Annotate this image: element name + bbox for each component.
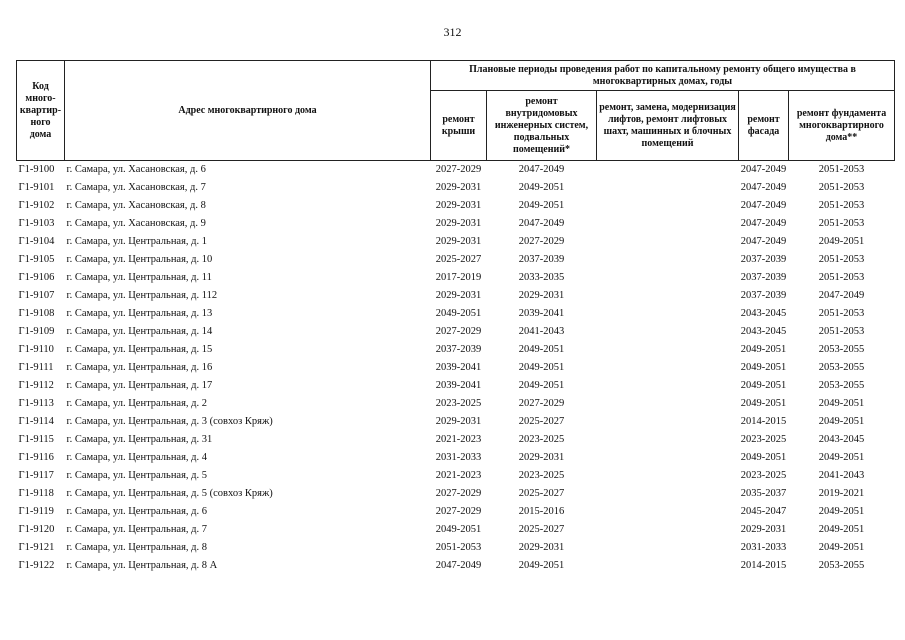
cell-code: Г1-9120 [18,524,55,535]
cell-facade: 2037-2039 [740,290,787,301]
cell-facade: 2047-2049 [740,200,787,211]
cell-roof: 2029-2031 [435,236,482,247]
cell-address: г. Самара, ул. Центральная, д. 17 [66,380,213,391]
cell-elevators [597,269,739,287]
cell-foundation: 2051-2053 [818,218,865,229]
cell-engineering: 2047-2049 [518,218,565,229]
cell-facade: 2049-2051 [740,380,787,391]
cell-roof: 2047-2049 [435,560,482,571]
cell-engineering: 2025-2027 [518,416,565,427]
cell-address: г. Самара, ул. Центральная, д. 11 [66,272,212,283]
cell-roof: 2029-2031 [435,182,482,193]
cell-address: г. Самара, ул. Хасановская, д. 7 [66,182,206,193]
cell-roof: 2021-2023 [435,434,482,445]
cell-code: Г1-9118 [18,488,54,499]
cell-code: Г1-9114 [18,416,54,427]
cell-address: г. Самара, ул. Центральная, д. 6 [66,506,208,517]
table-body [17,161,895,576]
cell-elevators [597,557,739,575]
cell-foundation: 2051-2053 [818,272,865,283]
cell-elevators [597,485,739,503]
cell-foundation: 2049-2051 [818,416,865,427]
table-row [17,539,895,557]
cell-elevators [597,287,739,305]
table-row [17,215,895,233]
header-periods-group: Плановые периоды проведения работ по капитальному ремонту общего имущества в многоквартирных домах, годы [431,61,895,91]
table-row [17,197,895,215]
cell-foundation: 2049-2051 [818,452,865,463]
capital-repair-table [16,60,895,575]
cell-engineering: 2049-2051 [518,560,565,571]
cell-roof: 2039-2041 [435,380,482,391]
cell-code: Г1-9113 [18,398,54,409]
cell-elevators [597,377,739,395]
header-engineering: ремонт внутридомовых инженерных систем, подвальных помещений* [487,91,597,161]
cell-foundation: 2049-2051 [818,542,865,553]
cell-address: г. Самара, ул. Хасановская, д. 9 [66,218,206,229]
cell-code: Г1-9115 [18,434,54,445]
cell-elevators [597,395,739,413]
cell-foundation: 2047-2049 [818,290,865,301]
cell-address: г. Самара, ул. Центральная, д. 5 (совхоз Кряж) [66,488,273,499]
cell-elevators [597,431,739,449]
cell-roof: 2029-2031 [435,200,482,211]
cell-code: Г1-9111 [18,362,54,373]
cell-address: г. Самара, ул. Центральная, д. 8 А [66,560,218,571]
table-row [17,161,895,180]
cell-roof: 2027-2029 [435,506,482,517]
cell-engineering: 2041-2043 [518,326,565,337]
cell-address: г. Самара, ул. Центральная, д. 14 [66,326,213,337]
cell-code: Г1-9117 [18,470,54,481]
cell-address: г. Самара, ул. Хасановская, д. 6 [66,164,206,175]
cell-facade: 2045-2047 [740,506,787,517]
table-header [17,61,895,161]
table-row [17,557,895,575]
cell-roof: 2021-2023 [435,470,482,481]
cell-facade: 2037-2039 [740,272,787,283]
cell-foundation: 2053-2055 [818,362,865,373]
cell-foundation: 2049-2051 [818,506,865,517]
table-row [17,521,895,539]
cell-elevators [597,449,739,467]
cell-foundation: 2043-2045 [818,434,865,445]
cell-code: Г1-9106 [18,272,55,283]
cell-foundation: 2049-2051 [818,236,865,247]
cell-roof: 2023-2025 [435,398,482,409]
cell-code: Г1-9112 [18,380,54,391]
cell-engineering: 2029-2031 [518,290,565,301]
table-row [17,431,895,449]
table-row [17,179,895,197]
header-facade: ремонт фасада [739,91,789,161]
cell-address: г. Самара, ул. Центральная, д. 2 [66,398,208,409]
cell-engineering: 2023-2025 [518,470,565,481]
cell-foundation: 2041-2043 [818,470,865,481]
cell-engineering: 2023-2025 [518,434,565,445]
cell-address: г. Самара, ул. Центральная, д. 31 [66,434,213,445]
cell-engineering: 2049-2051 [518,380,565,391]
cell-address: г. Самара, ул. Хасановская, д. 8 [66,200,206,211]
cell-code: Г1-9122 [18,560,55,571]
cell-roof: 2029-2031 [435,416,482,427]
cell-elevators [597,251,739,269]
cell-engineering: 2029-2031 [518,542,565,553]
cell-foundation: 2053-2055 [818,344,865,355]
cell-address: г. Самара, ул. Центральная, д. 4 [66,452,208,463]
cell-roof: 2037-2039 [435,344,482,355]
cell-address: г. Самара, ул. Центральная, д. 10 [66,254,213,265]
cell-address: г. Самара, ул. Центральная, д. 3 (совхоз Кряж) [66,416,273,427]
cell-address: г. Самара, ул. Центральная, д. 1 [66,236,208,247]
cell-roof: 2017-2019 [435,272,482,283]
header-elevators: ремонт, замена, модернизация лифтов, ремонт лифтовых шахт, машинных и блочных помещений [597,91,739,161]
cell-code: Г1-9116 [18,452,54,463]
cell-facade: 2049-2051 [740,398,787,409]
cell-roof: 2049-2051 [435,524,482,535]
cell-elevators [597,305,739,323]
cell-roof: 2027-2029 [435,326,482,337]
cell-address: г. Самара, ул. Центральная, д. 16 [66,362,213,373]
cell-foundation: 2051-2053 [818,326,865,337]
cell-engineering: 2039-2041 [518,308,565,319]
cell-engineering: 2027-2029 [518,236,565,247]
cell-facade: 2023-2025 [740,470,787,481]
table-row [17,305,895,323]
cell-elevators [597,359,739,377]
table-row [17,485,895,503]
cell-foundation: 2051-2053 [818,254,865,265]
cell-address: г. Самара, ул. Центральная, д. 8 [66,542,208,553]
cell-facade: 2047-2049 [740,164,787,175]
cell-code: Г1-9101 [18,182,55,193]
cell-code: Г1-9119 [18,506,54,517]
cell-engineering: 2025-2027 [518,488,565,499]
cell-foundation: 2053-2055 [818,380,865,391]
table-row [17,413,895,431]
cell-facade: 2023-2025 [740,434,787,445]
cell-elevators [597,233,739,251]
table-row [17,467,895,485]
cell-facade: 2043-2045 [740,308,787,319]
cell-facade: 2043-2045 [740,326,787,337]
cell-roof: 2039-2041 [435,362,482,373]
cell-engineering: 2027-2029 [518,398,565,409]
table-row [17,251,895,269]
table-row [17,287,895,305]
cell-roof: 2025-2027 [435,254,482,265]
cell-roof: 2051-2053 [435,542,482,553]
cell-facade: 2047-2049 [740,236,787,247]
cell-address: г. Самара, ул. Центральная, д. 13 [66,308,213,319]
table-row [17,269,895,287]
cell-foundation: 2051-2053 [818,200,865,211]
cell-code: Г1-9102 [18,200,55,211]
cell-engineering: 2025-2027 [518,524,565,535]
cell-elevators [597,467,739,485]
table-row [17,395,895,413]
cell-engineering: 2049-2051 [518,362,565,373]
cell-foundation: 2051-2053 [818,164,865,175]
table-row [17,503,895,521]
cell-roof: 2031-2033 [435,452,482,463]
table-row [17,359,895,377]
cell-facade: 2014-2015 [740,416,787,427]
cell-engineering: 2049-2051 [518,200,565,211]
cell-roof: 2027-2029 [435,488,482,499]
cell-elevators [597,341,739,359]
cell-roof: 2029-2031 [435,290,482,301]
cell-roof: 2049-2051 [435,308,482,319]
cell-engineering: 2015-2016 [518,506,565,517]
header-roof: ремонт крыши [431,91,487,161]
header-code: Код много-квартир-ного дома [17,61,65,161]
cell-roof: 2029-2031 [435,218,482,229]
table-row [17,233,895,251]
cell-foundation: 2051-2053 [818,182,865,193]
table-row [17,341,895,359]
cell-roof: 2027-2029 [435,164,482,175]
table-row [17,449,895,467]
cell-elevators [597,323,739,341]
cell-foundation: 2053-2055 [818,560,865,571]
cell-code: Г1-9108 [18,308,55,319]
cell-engineering: 2049-2051 [518,182,565,193]
table-row [17,323,895,341]
cell-code: Г1-9110 [18,344,54,355]
cell-facade: 2049-2051 [740,452,787,463]
cell-foundation: 2049-2051 [818,524,865,535]
cell-code: Г1-9105 [18,254,55,265]
cell-engineering: 2047-2049 [518,164,565,175]
cell-facade: 2049-2051 [740,344,787,355]
cell-engineering: 2049-2051 [518,344,565,355]
cell-elevators [597,539,739,557]
cell-foundation: 2049-2051 [818,398,865,409]
cell-foundation: 2051-2053 [818,308,865,319]
cell-facade: 2047-2049 [740,182,787,193]
cell-facade: 2014-2015 [740,560,787,571]
cell-code: Г1-9109 [18,326,55,337]
cell-address: г. Самара, ул. Центральная, д. 7 [66,524,208,535]
cell-elevators [597,179,739,197]
cell-engineering: 2033-2035 [518,272,565,283]
header-address: Адрес многоквартирного дома [65,61,431,161]
cell-facade: 2035-2037 [740,488,787,499]
cell-elevators [597,413,739,431]
cell-elevators [597,197,739,215]
cell-engineering: 2037-2039 [518,254,565,265]
cell-address: г. Самара, ул. Центральная, д. 5 [66,470,208,481]
cell-code: Г1-9100 [18,164,55,175]
header-foundation: ремонт фундамента многоквартирного дома** [789,91,895,161]
cell-facade: 2037-2039 [740,254,787,265]
page-number: 312 [443,25,462,39]
cell-code: Г1-9103 [18,218,55,229]
cell-facade: 2047-2049 [740,218,787,229]
cell-address: г. Самара, ул. Центральная, д. 15 [66,344,213,355]
cell-elevators [597,161,739,180]
cell-foundation: 2019-2021 [818,488,865,499]
cell-engineering: 2029-2031 [518,452,565,463]
cell-address: г. Самара, ул. Центральная, д. 112 [66,290,218,301]
cell-elevators [597,503,739,521]
cell-code: Г1-9107 [18,290,55,301]
cell-elevators [597,215,739,233]
cell-facade: 2049-2051 [740,362,787,373]
table-row [17,377,895,395]
cell-code: Г1-9121 [18,542,55,553]
cell-facade: 2029-2031 [740,524,787,535]
cell-elevators [597,521,739,539]
cell-code: Г1-9104 [18,236,55,247]
cell-facade: 2031-2033 [740,542,787,553]
